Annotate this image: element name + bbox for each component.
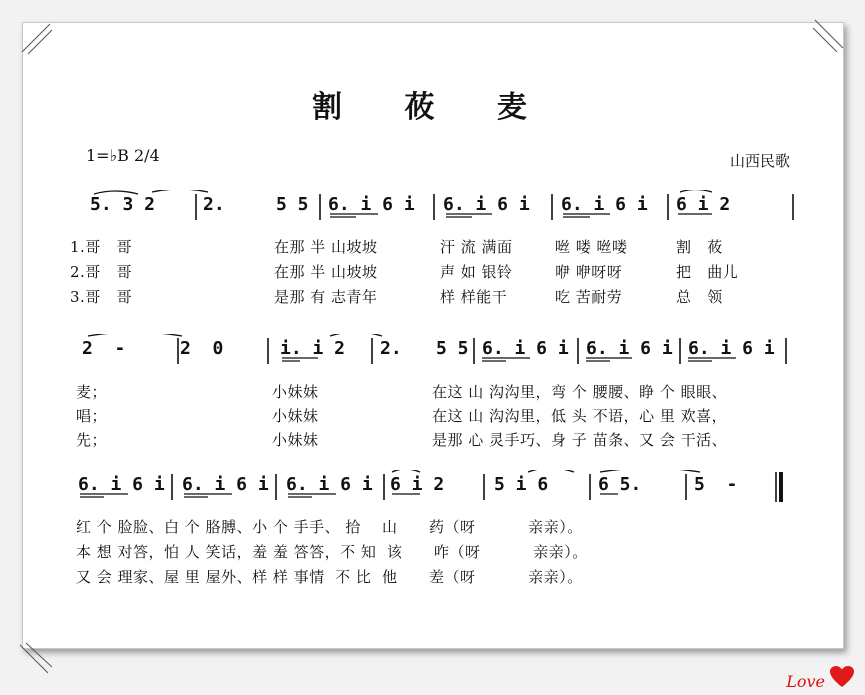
measure-3-2: 6. i 6 i: [182, 474, 269, 495]
love-signature: Love: [786, 672, 825, 691]
corner-ornament-bottom-left: [18, 641, 52, 675]
heart-icon: [829, 665, 855, 689]
key-signature: 1=♭B 2/4: [86, 146, 160, 165]
measure-2-8: 6. i 6 i: [688, 338, 775, 359]
song-source: 山西民歌: [729, 152, 790, 170]
notation-line-3: [0, 470, 865, 510]
notation-line-2: [0, 334, 865, 374]
measure-1-4: 6. i 6 i: [328, 194, 415, 215]
measure-1-1: 5. 3 2: [90, 194, 156, 215]
measure-2-3: i. i 2: [280, 338, 346, 359]
measure-2-1: 2 -: [82, 338, 126, 359]
measure-3-6: 6 5.: [598, 474, 642, 495]
measure-2-7: 6. i 6 i: [586, 338, 673, 359]
measure-3-5: 5 i 6: [494, 474, 549, 495]
measure-1-2: 2.: [203, 194, 225, 215]
measure-1-5: 6. i 6 i: [443, 194, 530, 215]
measure-1-3: 5 5: [276, 194, 309, 215]
notation-line-1: [0, 190, 865, 230]
measure-2-4: 2.: [380, 338, 402, 359]
measure-2-2: 2 0: [180, 338, 224, 359]
song-title: 割 莜 麦: [312, 90, 553, 125]
corner-ornament-top-right: [811, 18, 845, 52]
measure-3-7: 5 -: [694, 474, 738, 495]
corner-ornament-top-left: [20, 22, 54, 56]
measure-3-4: 6 i 2: [390, 474, 445, 495]
measure-3-1: 6. i 6 i: [78, 474, 165, 495]
measure-2-6: 6. i 6 i: [482, 338, 569, 359]
measure-3-3: 6. i 6 i: [286, 474, 373, 495]
measure-2-5: 5 5: [436, 338, 469, 359]
measure-1-7: 6 i 2: [676, 194, 731, 215]
measure-1-6: 6. i 6 i: [561, 194, 648, 215]
